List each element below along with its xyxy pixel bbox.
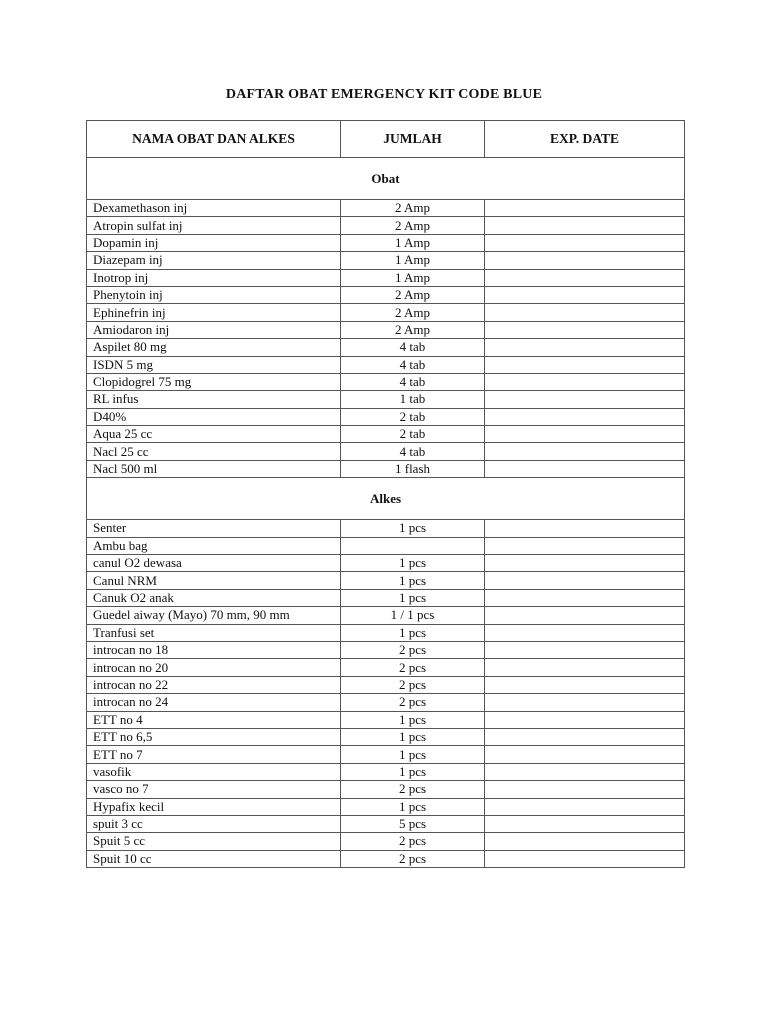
section-label: Obat [87, 158, 685, 200]
table-row [87, 659, 685, 676]
item-name: Diazepam inj [87, 252, 341, 269]
table-row [87, 555, 685, 572]
item-name: Hypafix kecil [87, 798, 341, 815]
item-name: RL infus [87, 391, 341, 408]
table-row [87, 711, 685, 728]
item-exp-date [485, 781, 685, 798]
item-exp-date [485, 641, 685, 658]
table-row [87, 589, 685, 606]
table-row [87, 833, 685, 850]
item-qty: 1 pcs [341, 520, 485, 537]
item-exp-date [485, 572, 685, 589]
table-row [87, 781, 685, 798]
item-name: Amiodaron inj [87, 321, 341, 338]
item-exp-date [485, 408, 685, 425]
item-name: Guedel aiway (Mayo) 70 mm, 90 mm [87, 607, 341, 624]
table-row [87, 321, 685, 338]
item-qty: 1 Amp [341, 269, 485, 286]
table-row [87, 537, 685, 554]
item-qty: 2 pcs [341, 781, 485, 798]
item-exp-date [485, 217, 685, 234]
item-name: Aqua 25 cc [87, 426, 341, 443]
item-qty: 1 pcs [341, 555, 485, 572]
table-row [87, 200, 685, 217]
item-name: Phenytoin inj [87, 286, 341, 303]
item-qty: 2 tab [341, 408, 485, 425]
item-qty: 5 pcs [341, 815, 485, 832]
section-row [87, 158, 685, 200]
item-name: Atropin sulfat inj [87, 217, 341, 234]
item-qty [341, 537, 485, 554]
item-qty: 2 pcs [341, 833, 485, 850]
item-exp-date [485, 339, 685, 356]
table-row [87, 850, 685, 867]
item-qty: 2 pcs [341, 850, 485, 867]
item-qty: 2 Amp [341, 321, 485, 338]
item-exp-date [485, 589, 685, 606]
table-row [87, 728, 685, 745]
table-row [87, 607, 685, 624]
table-row [87, 286, 685, 303]
item-qty: 1 pcs [341, 746, 485, 763]
table-row [87, 443, 685, 460]
item-exp-date [485, 694, 685, 711]
item-exp-date [485, 537, 685, 554]
item-exp-date [485, 711, 685, 728]
item-exp-date [485, 676, 685, 693]
table-row [87, 217, 685, 234]
item-exp-date [485, 555, 685, 572]
item-exp-date [485, 286, 685, 303]
item-exp-date [485, 356, 685, 373]
table-row [87, 373, 685, 390]
table-row [87, 460, 685, 477]
table-row [87, 339, 685, 356]
item-name: Ambu bag [87, 537, 341, 554]
item-exp-date [485, 304, 685, 321]
table-row [87, 391, 685, 408]
item-exp-date [485, 607, 685, 624]
item-qty: 4 tab [341, 443, 485, 460]
table-row [87, 356, 685, 373]
table-row [87, 763, 685, 780]
item-exp-date [485, 815, 685, 832]
item-exp-date [485, 520, 685, 537]
item-exp-date [485, 200, 685, 217]
item-exp-date [485, 426, 685, 443]
document-title: DAFTAR OBAT EMERGENCY KIT CODE BLUE [225, 87, 543, 102]
item-name: Canul NRM [87, 572, 341, 589]
item-name: Spuit 10 cc [87, 850, 341, 867]
item-name: D40% [87, 408, 341, 425]
item-qty: 4 tab [341, 339, 485, 356]
item-qty: 1 Amp [341, 234, 485, 251]
table-row [87, 408, 685, 425]
table-row [87, 798, 685, 815]
item-exp-date [485, 798, 685, 815]
section-label: Alkes [87, 478, 685, 520]
item-name: ETT no 6,5 [87, 728, 341, 745]
item-qty: 1 Amp [341, 252, 485, 269]
item-qty: 2 pcs [341, 641, 485, 658]
table-row [87, 426, 685, 443]
item-qty: 1 pcs [341, 798, 485, 815]
item-qty: 1 pcs [341, 624, 485, 641]
table-row [87, 815, 685, 832]
item-name: Clopidogrel 75 mg [87, 373, 341, 390]
header-name: NAMA OBAT DAN ALKES [87, 121, 341, 158]
item-qty: 1 pcs [341, 589, 485, 606]
item-qty: 4 tab [341, 373, 485, 390]
header-exp: EXP. DATE [485, 121, 685, 158]
item-qty: 2 pcs [341, 676, 485, 693]
header-qty: JUMLAH [341, 121, 485, 158]
item-name: Tranfusi set [87, 624, 341, 641]
item-qty: 2 Amp [341, 286, 485, 303]
item-name: canul O2 dewasa [87, 555, 341, 572]
item-exp-date [485, 321, 685, 338]
item-name: Nacl 25 cc [87, 443, 341, 460]
item-name: Dexamethason inj [87, 200, 341, 217]
table-row [87, 304, 685, 321]
item-name: ETT no 7 [87, 746, 341, 763]
item-qty: 2 Amp [341, 200, 485, 217]
item-name: introcan no 18 [87, 641, 341, 658]
item-name: Dopamin inj [87, 234, 341, 251]
table-row [87, 269, 685, 286]
item-name: Nacl 500 ml [87, 460, 341, 477]
item-exp-date [485, 833, 685, 850]
item-name: ETT no 4 [87, 711, 341, 728]
item-qty: 2 pcs [341, 694, 485, 711]
item-qty: 1 pcs [341, 728, 485, 745]
item-qty: 1 pcs [341, 572, 485, 589]
item-name: Senter [87, 520, 341, 537]
item-qty: 1 tab [341, 391, 485, 408]
item-name: Inotrop inj [87, 269, 341, 286]
table-row [87, 676, 685, 693]
item-name: Canuk O2 anak [87, 589, 341, 606]
item-exp-date [485, 373, 685, 390]
item-qty: 1 pcs [341, 763, 485, 780]
item-qty: 4 tab [341, 356, 485, 373]
section-row [87, 478, 685, 520]
item-exp-date [485, 850, 685, 867]
item-name: ISDN 5 mg [87, 356, 341, 373]
table-row [87, 641, 685, 658]
item-qty: 2 pcs [341, 659, 485, 676]
emergency-kit-table [86, 120, 685, 868]
item-exp-date [485, 269, 685, 286]
item-exp-date [485, 624, 685, 641]
table-row [87, 520, 685, 537]
item-exp-date [485, 728, 685, 745]
item-name: introcan no 24 [87, 694, 341, 711]
table-row [87, 572, 685, 589]
item-name: Ephinefrin inj [87, 304, 341, 321]
item-name: introcan no 20 [87, 659, 341, 676]
item-qty: 1 / 1 pcs [341, 607, 485, 624]
item-exp-date [485, 234, 685, 251]
table-row [87, 746, 685, 763]
item-qty: 2 tab [341, 426, 485, 443]
item-qty: 2 Amp [341, 217, 485, 234]
item-exp-date [485, 746, 685, 763]
table-header-row [87, 121, 685, 158]
item-name: Aspilet 80 mg [87, 339, 341, 356]
item-qty: 1 pcs [341, 711, 485, 728]
table-row [87, 624, 685, 641]
item-exp-date [485, 443, 685, 460]
item-exp-date [485, 391, 685, 408]
item-name: introcan no 22 [87, 676, 341, 693]
table-row [87, 252, 685, 269]
item-exp-date [485, 763, 685, 780]
item-name: Spuit 5 cc [87, 833, 341, 850]
item-exp-date [485, 659, 685, 676]
item-exp-date [485, 460, 685, 477]
item-name: spuit 3 cc [87, 815, 341, 832]
item-qty: 2 Amp [341, 304, 485, 321]
item-name: vasco no 7 [87, 781, 341, 798]
table-row [87, 234, 685, 251]
table-row [87, 694, 685, 711]
item-exp-date [485, 252, 685, 269]
item-qty: 1 flash [341, 460, 485, 477]
item-name: vasofik [87, 763, 341, 780]
